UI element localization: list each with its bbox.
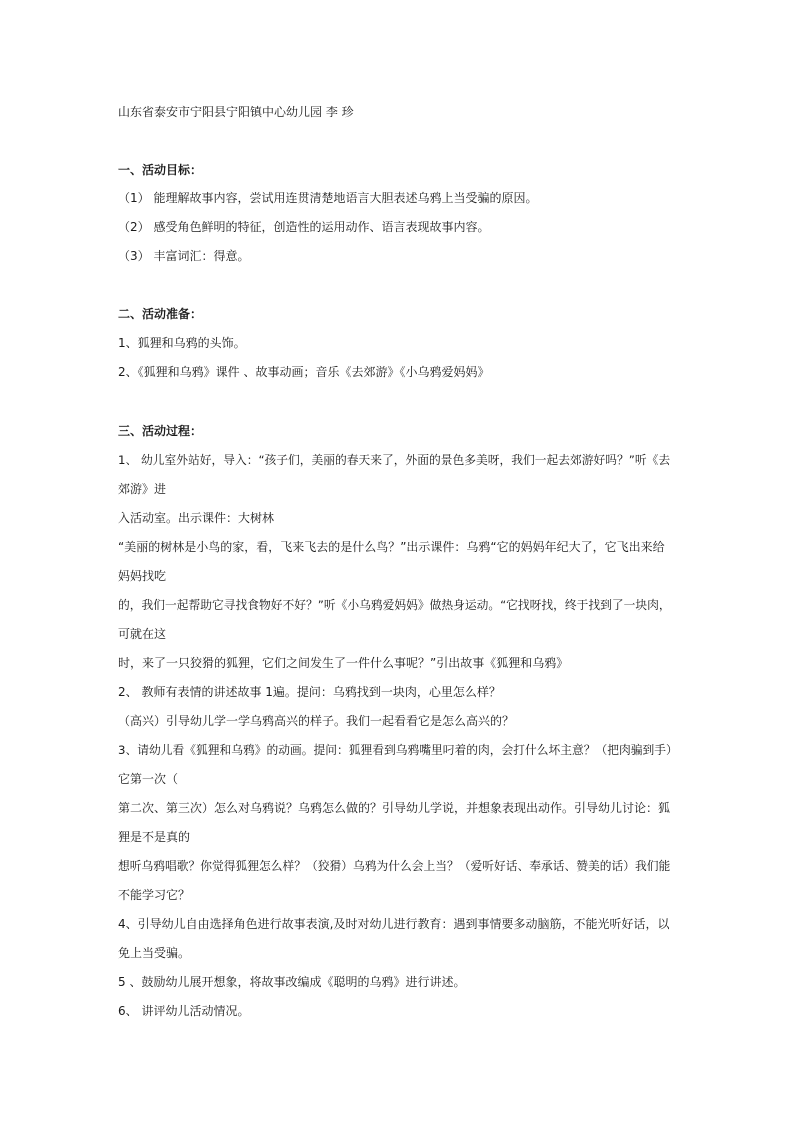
process-line: 郊游》进 [118, 482, 167, 496]
process-line: 它第一次（ [118, 772, 179, 786]
process-line: 免上当受骗。 [118, 946, 191, 960]
section-heading-goals: 一、活动目标： [118, 163, 203, 177]
process-line: 可就在这 [118, 627, 167, 641]
goal-item: （2） 感受角色鲜明的特征，创造性的运用动作、语言表现故事内容。 [118, 220, 490, 234]
process-line: 6、 讲评幼儿活动情况。 [118, 1004, 250, 1018]
process-line: 5 、鼓励幼儿展开想象，将故事改编成《聪明的乌鸦》进行讲述。 [118, 975, 466, 989]
process-line: 狸是不是真的 [118, 830, 191, 844]
process-line: 想听乌鸦唱歌？你觉得狐狸怎么样？（狡猾）乌鸦为什么会上当？（爱听好话、奉承话、赞美的话）我们能 [118, 859, 671, 873]
process-line: “美丽的树林是小鸟的家，看，飞来飞去的是什么鸟？”出示课件：乌鸦“它的妈妈年纪大了，它飞出来给 [118, 540, 665, 554]
goal-item: （3） 丰富词汇：得意。 [118, 249, 250, 263]
prep-item: 2、《狐狸和乌鸦》课件 、故事动画；音乐《去郊游》《小乌鸦爱妈妈》 [118, 365, 490, 379]
prep-item: 1、狐狸和乌鸦的头饰。 [118, 336, 246, 350]
section-heading-prep: 二、活动准备： [118, 307, 203, 321]
process-line: 时，来了一只狡猾的狐狸，它们之间发生了一件什么事呢？”引出故事《狐狸和乌鸦》 [118, 656, 569, 670]
process-line: 不能学习它？ [118, 888, 191, 902]
section-heading-process: 三、活动过程： [118, 424, 203, 438]
process-line: 入活动室。出示课件：大树林 [118, 511, 275, 525]
process-line: 1、 幼儿室外站好，导入：“孩子们，美丽的春天来了，外面的景色多美呀，我们一起去郊游好吗？”听《去 [118, 453, 671, 467]
process-line: （高兴）引导幼儿学一学乌鸦高兴的样子。我们一起看看它是怎么高兴的？ [118, 714, 515, 728]
process-line: 4、引导幼儿自由选择角色进行故事表演,及时对幼儿进行教育：遇到事情要多动脑筋，不能光听好话，以 [118, 917, 670, 931]
process-line: 的，我们一起帮助它寻找食物好不好？”听《小乌鸦爱妈妈》做热身运动。“它找呀找，终于找到了一块肉， [118, 598, 671, 612]
process-line: 3、请幼儿看《狐狸和乌鸦》的动画。提问：狐狸看到乌鸦嘴里叼着的肉，会打什么坏主意？（把肉骗到手） [118, 743, 678, 757]
author-line: 山东省泰安市宁阳县宁阳镇中心幼儿园 李 珍 [118, 105, 354, 119]
process-line: 第二次、第三次）怎么对乌鸦说？乌鸦怎么做的？引导幼儿学说，并想象表现出动作。引导幼儿讨论：狐 [118, 801, 671, 815]
process-line: 妈妈找吃 [118, 569, 167, 583]
process-line: 2、 教师有表情的讲述故事 1遍。提问：乌鸦找到一块肉，心里怎么样？ [118, 685, 501, 699]
goal-item: （1） 能理解故事内容，尝试用连贯清楚地语言大胆表述乌鸦上当受骗的原因。 [118, 191, 538, 205]
